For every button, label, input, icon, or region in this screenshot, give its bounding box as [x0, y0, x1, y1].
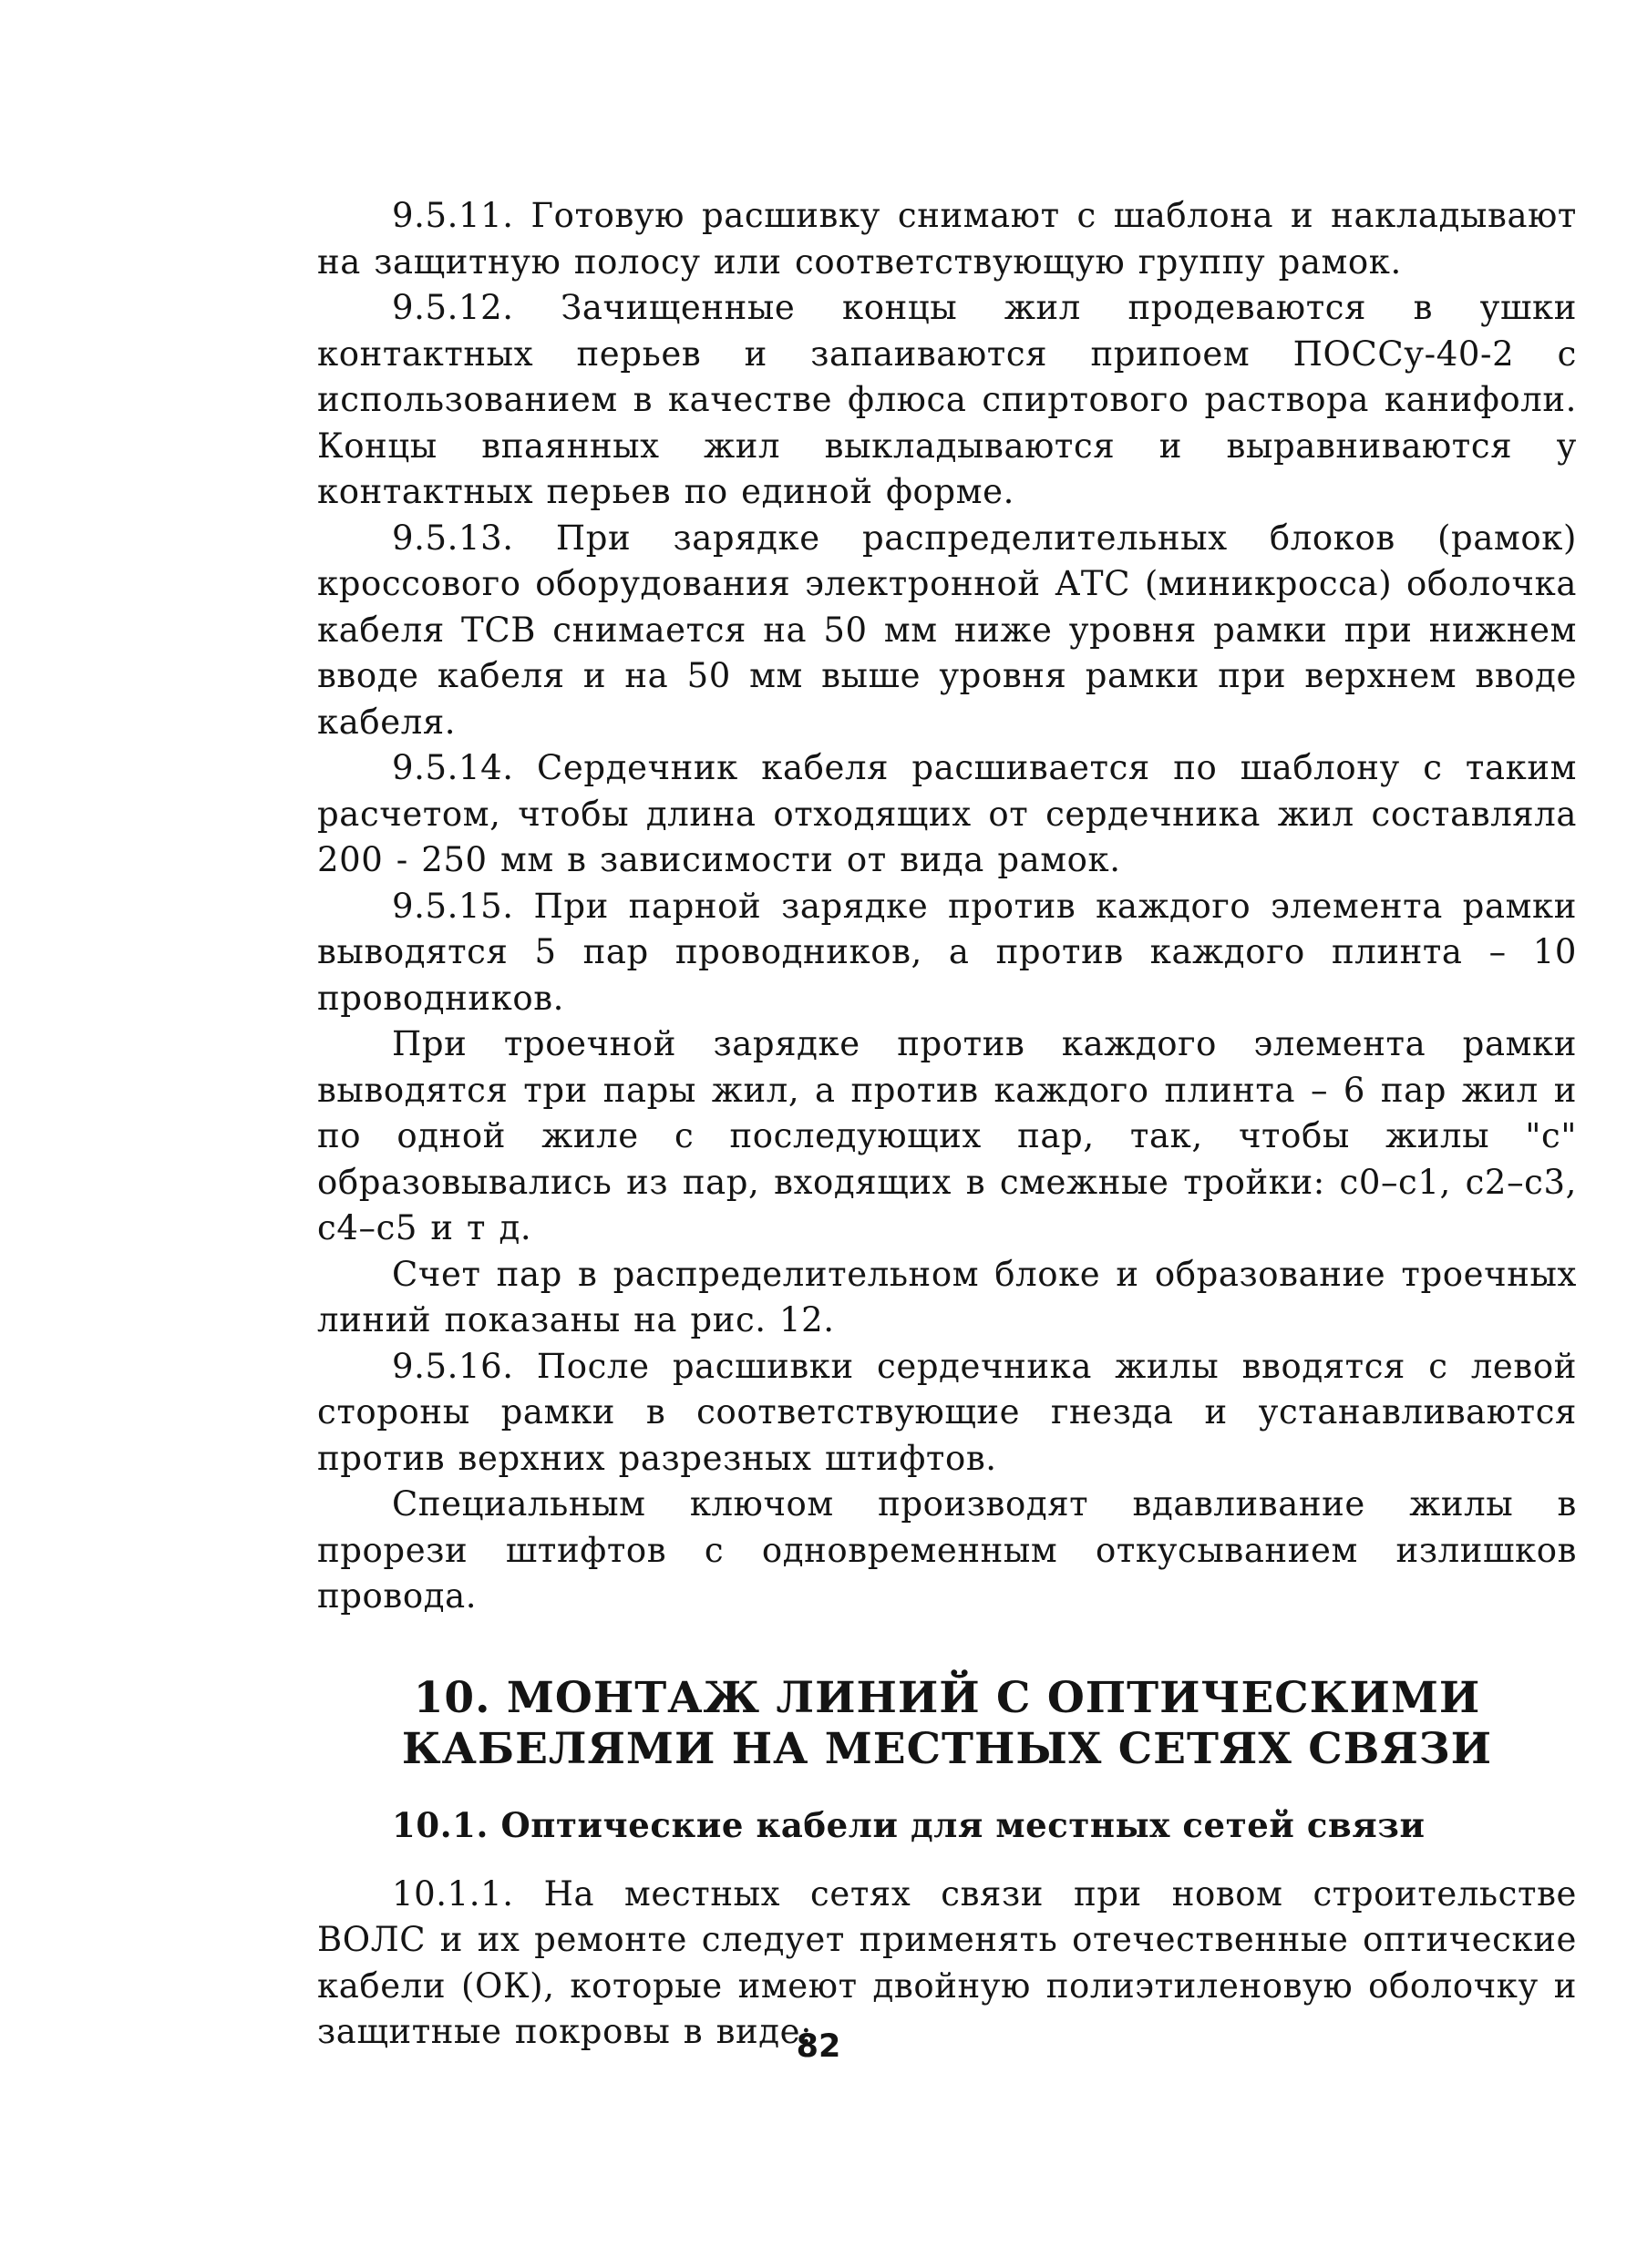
paragraph-9-5-15: 9.5.15. При парной зарядке против каждого элемента рамки выводятся 5 пар проводников, а против каждого плинта – 10 проводников. — [317, 886, 1577, 1018]
page-body — [317, 193, 1577, 2056]
paragraph-special-key: Специальным ключом производят вдавливание жилы в прорези штифтов с одновременным откусыванием излишков провода. — [317, 1484, 1577, 1616]
paragraph-10-1-1: 10.1.1. На местных сетях связи при новом строительстве ВОЛС и их ремонте следует применять отечественные оптические кабели (ОК), которые имеют двойную полиэтиленовую оболочку и защитные покровы в виде: — [317, 1873, 1577, 2051]
paragraph-9-5-13: 9.5.13. При зарядке распределительных блоков (рамок) кроссового оборудования электронной АТС (миникросса) оболочка кабеля ТСВ снимается на 50 мм ниже уровня рамки при нижнем вводе кабеля и на 50 мм выше уровня рамки при верхнем вводе кабеля. — [317, 518, 1577, 742]
section-heading-line-2: КАБЕЛЯМИ НА МЕСТНЫХ СЕТЯХ СВЯЗИ — [401, 1723, 1493, 1774]
paragraph-pair-count: Счет пар в распределительном блоке и образование троечных линий показаны на рис. 12. — [317, 1254, 1577, 1339]
section-heading — [317, 1673, 1577, 1775]
section-heading-line-1: 10. МОНТАЖ ЛИНИЙ С ОПТИЧЕСКИМИ — [413, 1672, 1481, 1723]
subsection-heading: 10.1. Оптические кабели для местных сетей связи — [392, 1804, 1426, 1845]
paragraph-9-5-12: 9.5.12. Зачищенные концы жил продеваются в ушки контактных перьев и запаиваются припоем ПОССу-40-2 с использованием в качестве флюса спиртового раствора канифоли. Концы впаянных жил выкладываются и выравниваются у контактных перьев по единой форме. — [317, 288, 1577, 511]
paragraph-9-5-14: 9.5.14. Сердечник кабеля расшивается по шаблону с таким расчетом, чтобы длина отходящих от сердечника жил составляла 200 - 250 мм в зависимости от вида рамок. — [317, 748, 1577, 879]
paragraph-9-5-16: 9.5.16. После расшивки сердечника жилы вводятся с левой стороны рамки в соответствующие гнезда и устанавливаются против верхних разрезных штифтов. — [317, 1346, 1577, 1478]
page-number: 82 — [796, 2028, 841, 2065]
paragraph-triple-charging: При троечной зарядке против каждого элемента рамки выводятся три пары жил, а против каждого плинта – 6 пар жил и по одной жиле с последующих пар, так, чтобы жилы "с" образовывались из пар, входящих в смежные тройки: с0–с1, с2–с3, с4–с5 и т д. — [317, 1024, 1577, 1247]
paragraph-9-5-11: 9.5.11. Готовую расшивку снимают с шаблона и накладывают на защитную полосу или соответствующую группу рамок. — [317, 196, 1577, 282]
